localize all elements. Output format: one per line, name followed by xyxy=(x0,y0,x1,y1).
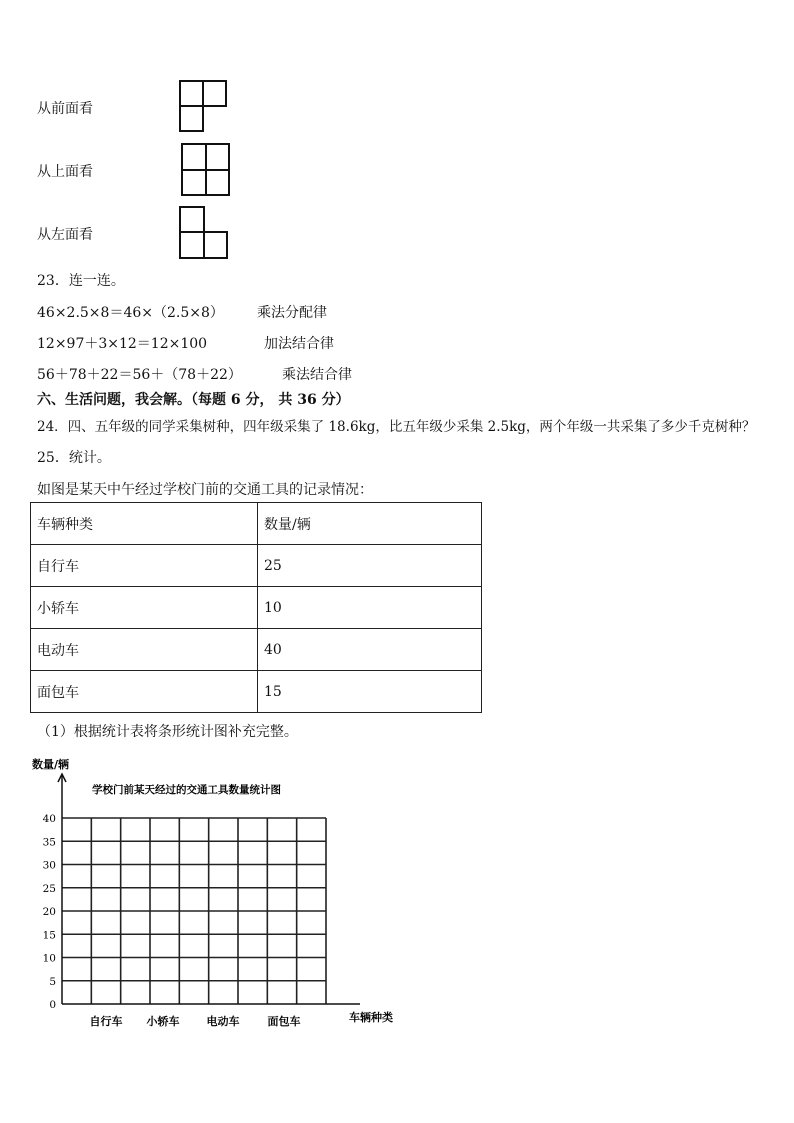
table-cell-type: 小轿车 xyxy=(31,587,258,629)
q23-law-2: 加法结合律 xyxy=(264,336,334,352)
q23-title: 23．连一连。 xyxy=(37,273,125,289)
table-cell-count: 25 xyxy=(258,545,482,587)
y-tick-label: 0 xyxy=(49,999,56,1011)
q25-intro: 如图是某天中午经过学校门前的交通工具的记录情况： xyxy=(37,482,373,498)
y-tick-label: 25 xyxy=(42,882,56,895)
q24-text: 24．四、五年级的同学采集树种，四年级采集了 18.6kg，比五年级少采集 2.5kg，两个年级一共采集了多少千克树种？ xyxy=(37,419,756,435)
section-6-heading: 六、生活问题，我会解。（每题 6 分， 共 36 分） xyxy=(37,392,350,408)
table-cell-type: 自行车 xyxy=(31,545,258,587)
table-header-row xyxy=(31,503,482,545)
q23-law-1: 乘法分配律 xyxy=(257,305,327,321)
q25-sub1: （1）根据统计表将条形统计图补充完整。 xyxy=(37,724,298,740)
q23-expr-1: 46×2.5×8＝46×（2.5×8） xyxy=(37,305,224,321)
y-tick-label: 35 xyxy=(42,836,56,849)
table-cell-count: 10 xyxy=(258,587,482,629)
bar-chart xyxy=(30,752,400,1041)
view-front-label: 从前面看 xyxy=(37,101,93,117)
table-cell-type: 面包车 xyxy=(31,671,258,713)
chart-xlabel: 车辆种类 xyxy=(349,1011,393,1024)
q25-title: 25．统计。 xyxy=(37,450,111,466)
q23-expr-3: 56＋78＋22＝56＋（78＋22） xyxy=(37,367,242,383)
view-top-label: 从上面看 xyxy=(37,164,93,180)
front-view-figure xyxy=(179,80,229,132)
table-row xyxy=(31,587,482,629)
x-category-label: 小轿车 xyxy=(146,1015,180,1028)
x-category-label: 电动车 xyxy=(206,1015,240,1028)
view-left-label: 从左面看 xyxy=(37,227,93,243)
y-tick-label: 10 xyxy=(42,952,56,965)
y-tick-label: 5 xyxy=(49,975,56,988)
y-tick-label: 15 xyxy=(42,929,56,942)
bar-chart-svg xyxy=(30,752,400,1037)
y-tick-label: 30 xyxy=(42,859,56,872)
table-cell-count: 15 xyxy=(258,671,482,713)
x-category-label: 自行车 xyxy=(89,1015,123,1028)
table-cell-count: 40 xyxy=(258,629,482,671)
x-category-label: 面包车 xyxy=(267,1015,301,1028)
y-tick-label: 40 xyxy=(42,813,56,825)
q23-expr-2: 12×97＋3×12＝12×100 xyxy=(37,336,208,352)
table-header-type: 车辆种类 xyxy=(31,503,258,545)
q23-law-3: 乘法结合律 xyxy=(282,367,352,383)
table-row xyxy=(31,545,482,587)
table-cell-type: 电动车 xyxy=(31,629,258,671)
chart-ylabel: 数量/辆 xyxy=(32,758,70,771)
stats-table xyxy=(30,502,482,713)
table-row xyxy=(31,629,482,671)
left-view-figure xyxy=(179,206,229,260)
chart-title: 学校门前某天经过的交通工具数量统计图 xyxy=(92,784,281,796)
table-row xyxy=(31,671,482,713)
y-tick-label: 20 xyxy=(42,906,56,918)
table-header-count: 数量/辆 xyxy=(258,503,482,545)
top-view-figure xyxy=(181,143,231,197)
